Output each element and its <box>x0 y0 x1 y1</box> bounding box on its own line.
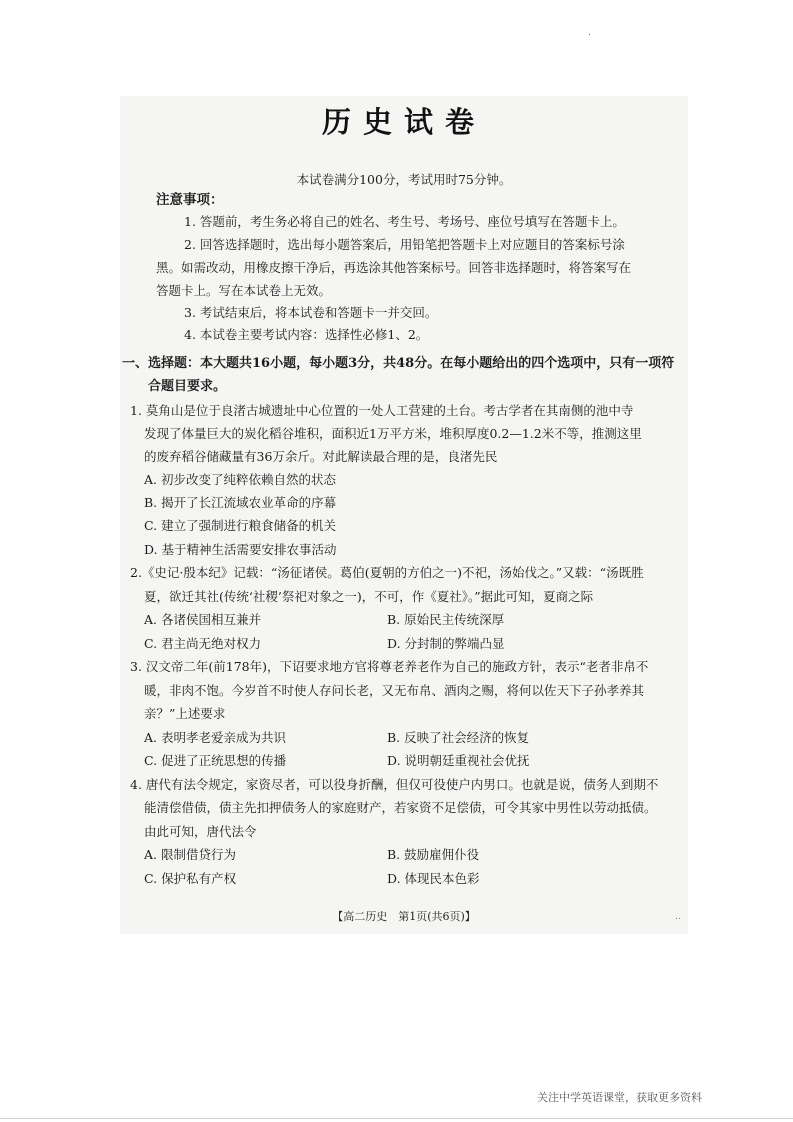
exam-page <box>120 96 688 934</box>
question-1-stem: 发现了体量巨大的炭化稻谷堆积，面积近1万平方米，堆积厚度0.2—1.2米不等，推测这里 <box>144 426 642 441</box>
question-2-stem: 2.《史记·殷本纪》记载：“汤征诸侯。葛伯(夏朝的方伯之一)不祀，汤始伐之。”又载：“汤既胜 <box>130 565 644 580</box>
question-3-option-b: B. 反映了社会经济的恢复 <box>387 730 530 745</box>
question-1-stem: 1. 莫角山是位于良渚古城遗址中心位置的一处人工营建的土台。考古学者在其南侧的池中寺 <box>130 403 634 418</box>
question-2-option-c: C. 君主尚无绝对权力 <box>144 636 262 651</box>
notice-item: 4. 本试卷主要考试内容：选择性必修1、2。 <box>184 327 429 342</box>
notice-item: 答题卡上。写在本试卷上无效。 <box>156 283 332 298</box>
question-3-option-a: A. 表明孝老爱亲成为共识 <box>144 730 286 745</box>
question-4-option-b: B. 鼓励雇佣仆役 <box>387 847 480 862</box>
notice-heading: 注意事项： <box>156 192 224 208</box>
page-footer: 【高二历史 第1页(共6页)】 <box>332 910 476 923</box>
question-4-stem: 由此可知，唐代法令 <box>144 824 257 839</box>
notice-item: 黑。如需改动，用橡皮擦干净后，再选涂其他答案标号。回答非选择题时，将答案写在 <box>156 260 632 275</box>
page-title: 历史试卷 <box>321 105 486 139</box>
question-1-option-d: D. 基于精神生活需要安排农事活动 <box>144 542 337 557</box>
question-3-stem: 暖，非肉不饱。今岁首不时使人存问长老，又无布帛、酒肉之赐，将何以佐天下子孙孝养其 <box>144 683 645 698</box>
question-1-option-c: C. 建立了强制进行粮食储备的机关 <box>144 518 337 533</box>
footer-mark: .. <box>675 912 681 922</box>
question-4-stem: 能清偿借债，债主先扣押债务人的家庭财产，若家资不足偿债，可令其家中男性以劳动抵债。 <box>144 800 657 815</box>
question-4-stem: 4. 唐代有法令规定，家资尽者，可以役身折酬，但仅可役使户内男口。也就是说，债务人到期不 <box>130 777 659 792</box>
notice-item: 1. 答题前，考生务必将自己的姓名、考生号、考场号、座位号填写在答题卡上。 <box>184 214 625 229</box>
question-3-option-c: C. 促进了正统思想的传播 <box>144 753 287 768</box>
corner-mark: . <box>588 28 591 38</box>
section-heading-cont: 合题目要求。 <box>148 379 227 394</box>
question-4-option-a: A. 限制借贷行为 <box>144 847 236 862</box>
question-4-option-c: C. 保护私有产权 <box>144 871 237 886</box>
question-1-option-a: A. 初步改变了纯粹依赖自然的状态 <box>144 472 336 487</box>
question-2-option-b: B. 原始民主传统深厚 <box>387 612 505 627</box>
question-2-option-a: A. 各诸侯国相互兼并 <box>144 612 261 627</box>
bottom-divider <box>0 1118 793 1119</box>
exam-subtitle: 本试卷满分100分，考试用时75分钟。 <box>296 172 512 187</box>
question-2-option-d: D. 分封制的弊端凸显 <box>387 636 505 651</box>
section-heading: 一、选择题：本大题共16小题，每小题3分，共48分。在每小题给出的四个选项中，只有一项符 <box>122 356 675 371</box>
question-1-stem: 的废弃稻谷储藏量有36万余斤。对此解读最合理的是，良渚先民 <box>144 449 498 464</box>
notice-item: 3. 考试结束后，将本试卷和答题卡一并交回。 <box>184 305 438 320</box>
question-4-option-d: D. 体现民本色彩 <box>387 871 480 886</box>
question-1-option-b: B. 揭开了长江流域农业革命的序幕 <box>144 495 337 510</box>
question-3-option-d: D. 说明朝廷重视社会优抚 <box>387 753 530 768</box>
notice-item: 2. 回答选择题时，选出每小题答案后，用铅笔把答题卡上对应题目的答案标号涂 <box>184 237 625 252</box>
watermark-text: 关注中学英语课堂，获取更多资料 <box>537 1091 702 1104</box>
question-3-stem: 3. 汉文帝二年(前178年)，下诏要求地方官将尊老养老作为自己的施政方针，表示“老者非帛不 <box>130 659 649 674</box>
question-3-stem: 亲？”上述要求 <box>144 706 226 721</box>
question-2-stem: 夏，欲迁其社(传统‘社稷’祭祀对象之一)，不可，作《夏社》。”据此可知，夏商之际 <box>144 589 594 604</box>
